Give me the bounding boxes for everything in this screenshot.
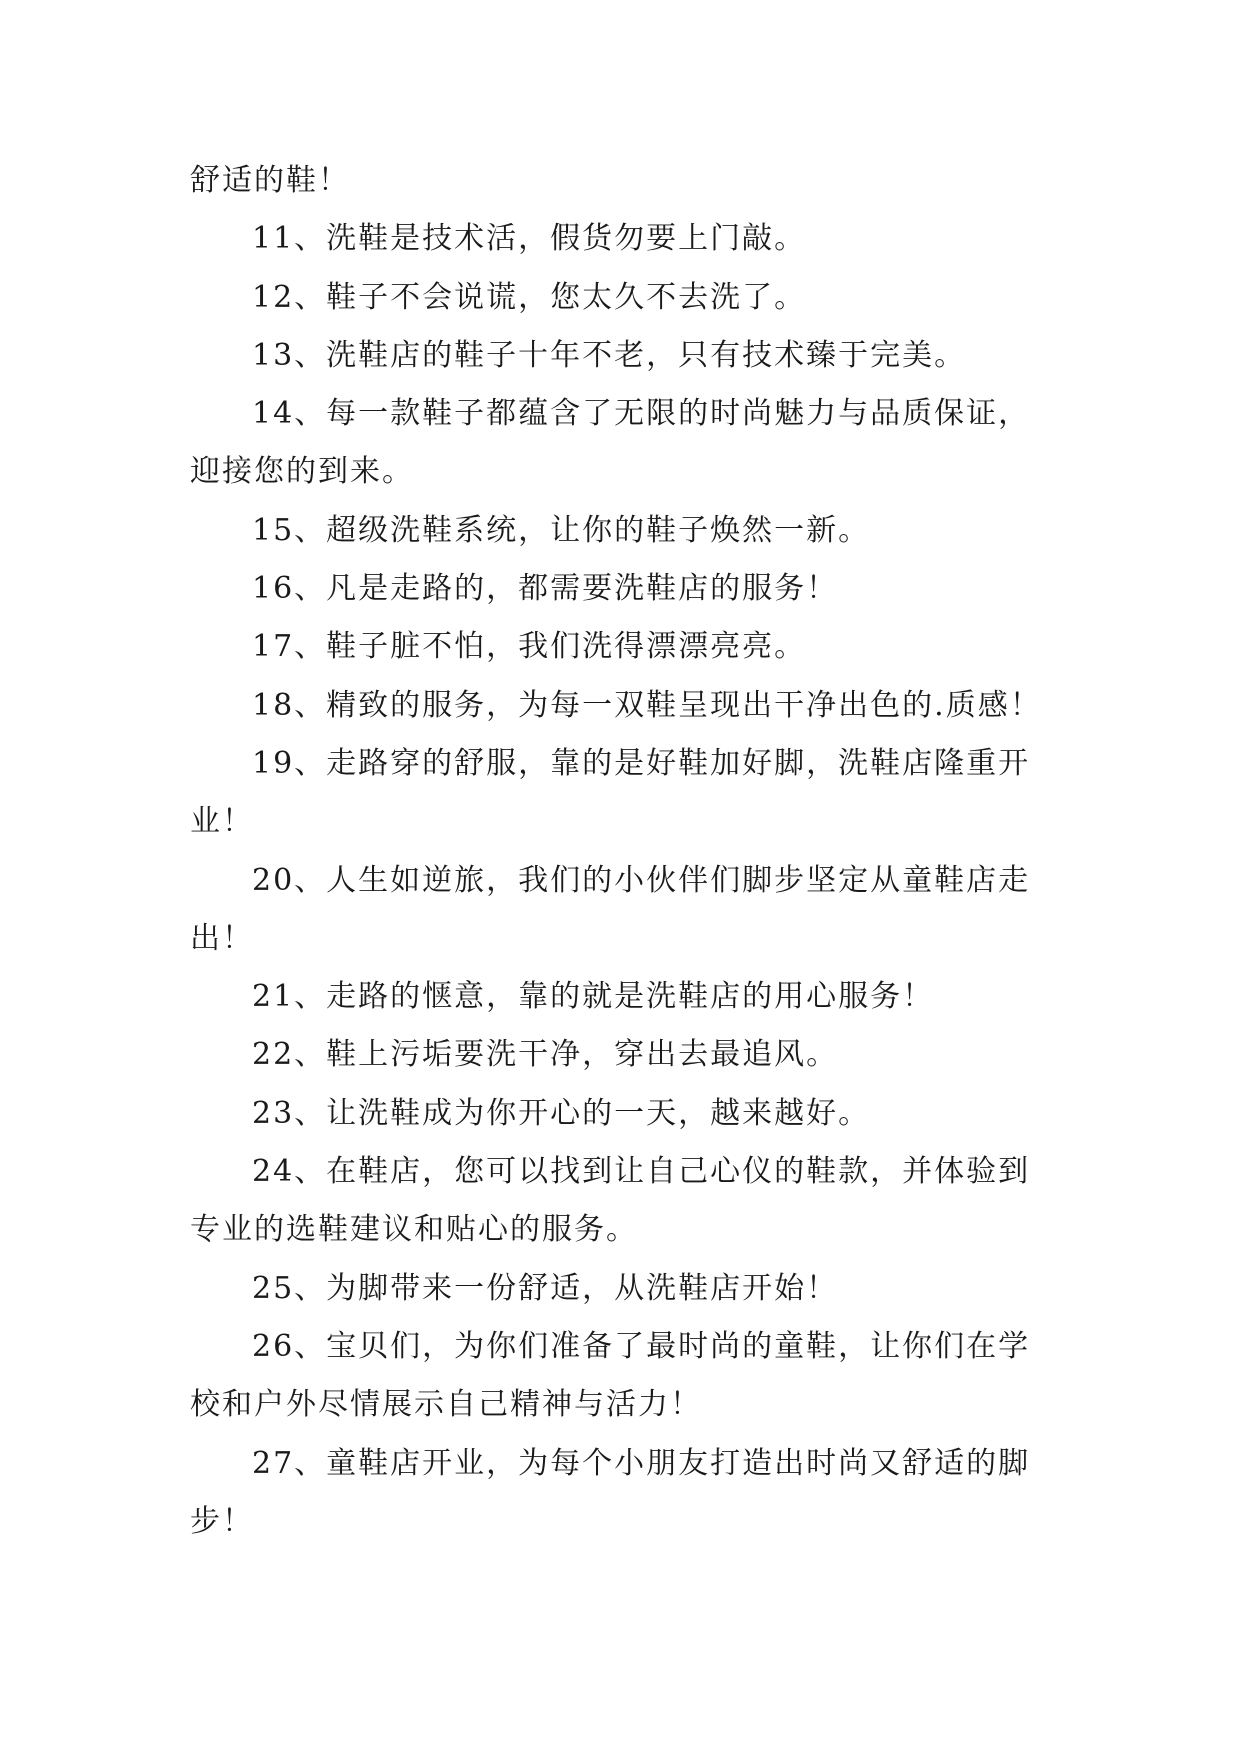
text-line: 出！ bbox=[190, 920, 254, 956]
document-body bbox=[190, 152, 1050, 1551]
text-line: 23、让洗鞋成为你开心的一天，越来越好。 bbox=[252, 1095, 871, 1131]
text-line: 24、在鞋店，您可以找到让自己心仪的鞋款，并体验到 bbox=[252, 1154, 1031, 1190]
text-line: 专业的选鞋建议和贴心的服务。 bbox=[190, 1212, 638, 1248]
text-line: 20、人生如逆旅，我们的小伙伴们脚步坚定从童鞋店走 bbox=[252, 862, 1031, 898]
text-line: 15、超级洗鞋系统，让你的鞋子焕然一新。 bbox=[252, 512, 871, 548]
text-line: 14、每一款鞋子都蕴含了无限的时尚魅力与品质保证， bbox=[252, 396, 1031, 432]
text-line: 迎接您的到来。 bbox=[190, 454, 414, 490]
text-line: 12、鞋子不会说谎，您太久不去洗了。 bbox=[252, 279, 807, 315]
text-line: 13、洗鞋店的鞋子十年不老，只有技术臻于完美。 bbox=[252, 337, 967, 373]
text-line: 22、鞋上污垢要洗干净，穿出去最追风。 bbox=[252, 1037, 839, 1073]
text-line: 11、洗鞋是技术活，假货勿要上门敲。 bbox=[252, 221, 807, 257]
text-line: 18、精致的服务，为每一双鞋呈现出干净出色的.质感！ bbox=[252, 687, 1042, 723]
text-line: 25、为脚带来一份舒适，从洗鞋店开始！ bbox=[252, 1270, 839, 1306]
text-line: 16、凡是走路的，都需要洗鞋店的服务！ bbox=[252, 571, 839, 607]
text-line: 27、童鞋店开业，为每个小朋友打造出时尚又舒适的脚 bbox=[252, 1445, 1031, 1481]
text-line: 19、走路穿的舒服，靠的是好鞋加好脚，洗鞋店隆重开 bbox=[252, 745, 1031, 781]
text-line: 舒适的鞋！ bbox=[190, 163, 350, 198]
text-line: 21、走路的惬意，靠的就是洗鞋店的用心服务！ bbox=[252, 979, 935, 1015]
text-line: 步！ bbox=[190, 1503, 254, 1539]
text-line: 业！ bbox=[190, 804, 254, 840]
text-line: 17、鞋子脏不怕，我们洗得漂漂亮亮。 bbox=[252, 629, 807, 665]
text-line: 26、宝贝们，为你们准备了最时尚的童鞋，让你们在学 bbox=[252, 1328, 1031, 1364]
text-line: 校和户外尽情展示自己精神与活力！ bbox=[190, 1387, 702, 1423]
